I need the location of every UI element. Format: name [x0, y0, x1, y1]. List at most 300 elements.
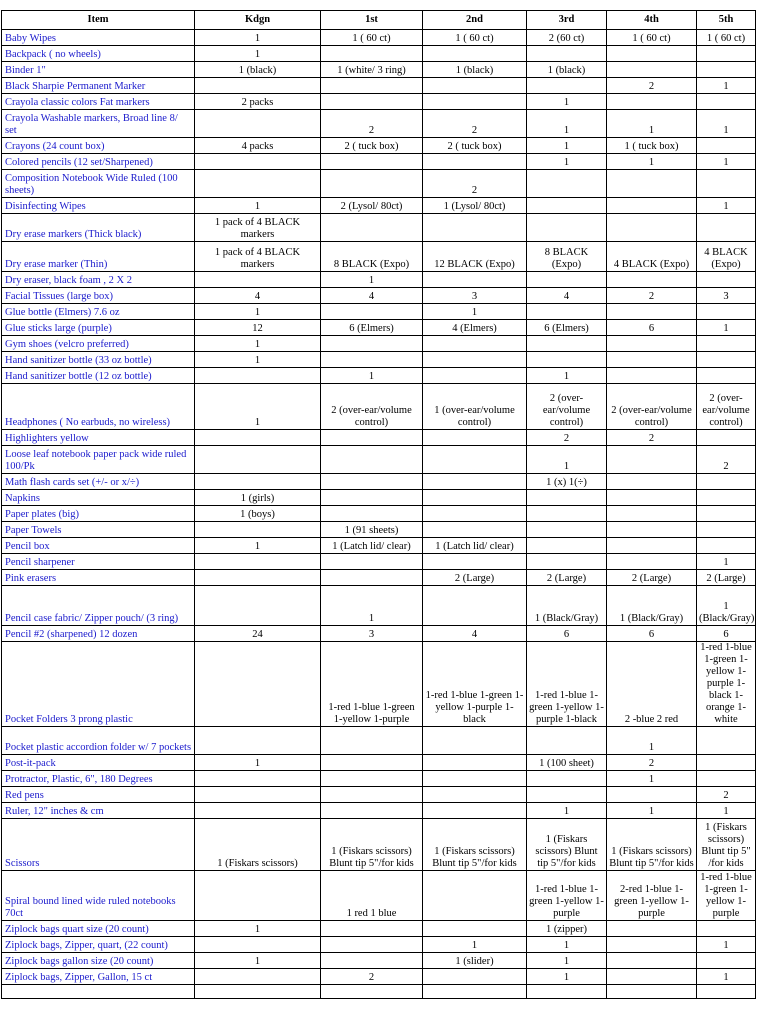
cell-grade-3: 1 [527, 110, 607, 138]
cell-item: Black Sharpie Permanent Marker [2, 78, 195, 94]
cell-grade-3: 1 [527, 138, 607, 154]
cell-grade-5 [697, 985, 756, 999]
cell-grade-3 [527, 198, 607, 214]
cell-kdgn: 1 [195, 921, 321, 937]
table-row [2, 803, 756, 819]
cell-item: Headphones ( No earbuds, no wireless) [2, 384, 195, 430]
table-row [2, 871, 756, 921]
cell-kdgn: 1 (black) [195, 62, 321, 78]
cell-grade-1 [321, 771, 423, 787]
cell-item: Colored pencils (12 set/Sharpened) [2, 154, 195, 170]
cell-item: Ruler, 12" inches & cm [2, 803, 195, 819]
table-row [2, 214, 756, 242]
cell-grade-3 [527, 46, 607, 62]
cell-grade-1 [321, 921, 423, 937]
cell-grade-1 [321, 214, 423, 242]
cell-item: Post-it-pack [2, 755, 195, 771]
cell-grade-3: 1 [527, 803, 607, 819]
cell-grade-1 [321, 490, 423, 506]
cell-kdgn: 24 [195, 626, 321, 642]
cell-grade-2 [423, 78, 527, 94]
cell-grade-2: 1 (black) [423, 62, 527, 78]
cell-grade-5: 1 [697, 110, 756, 138]
cell-kdgn [195, 430, 321, 446]
cell-item: Gym shoes (velcro preferred) [2, 336, 195, 352]
cell-grade-5 [697, 138, 756, 154]
table-row [2, 522, 756, 538]
cell-item: Hand sanitizer bottle (33 oz bottle) [2, 352, 195, 368]
cell-kdgn: 1 pack of 4 BLACK markers [195, 242, 321, 272]
header-item: Item [2, 11, 195, 30]
cell-item: Ziplock bags, Zipper, Gallon, 15 ct [2, 969, 195, 985]
cell-grade-2 [423, 871, 527, 921]
cell-grade-5 [697, 522, 756, 538]
cell-grade-5 [697, 170, 756, 198]
cell-grade-1 [321, 985, 423, 999]
cell-item: Dry erase markers (Thick black) [2, 214, 195, 242]
cell-grade-1 [321, 803, 423, 819]
cell-grade-1 [321, 953, 423, 969]
cell-grade-4 [607, 538, 697, 554]
cell-grade-3 [527, 336, 607, 352]
table-row [2, 586, 756, 626]
table-row [2, 969, 756, 985]
cell-grade-5 [697, 336, 756, 352]
cell-kdgn [195, 170, 321, 198]
cell-item: Ziplock bags gallon size (20 count) [2, 953, 195, 969]
cell-grade-4 [607, 62, 697, 78]
cell-kdgn [195, 154, 321, 170]
cell-grade-5: 6 [697, 626, 756, 642]
table-row [2, 352, 756, 368]
cell-grade-1 [321, 430, 423, 446]
cell-grade-2 [423, 522, 527, 538]
cell-kdgn [195, 570, 321, 586]
cell-grade-1 [321, 352, 423, 368]
cell-grade-5 [697, 490, 756, 506]
cell-grade-4 [607, 214, 697, 242]
cell-grade-5: 1 [697, 969, 756, 985]
header-1st: 1st [321, 11, 423, 30]
cell-grade-4 [607, 506, 697, 522]
cell-grade-4: 6 [607, 626, 697, 642]
cell-kdgn: 1 (Fiskars scissors) [195, 819, 321, 871]
cell-grade-1: 8 BLACK (Expo) [321, 242, 423, 272]
cell-grade-3 [527, 787, 607, 803]
table-row [2, 368, 756, 384]
cell-grade-4: 1 (Fiskars scissors) Blunt tip 5"/for kids [607, 819, 697, 871]
table-row [2, 921, 756, 937]
cell-item: Math flash cards set (+/- or x/÷) [2, 474, 195, 490]
cell-grade-3: 1 [527, 953, 607, 969]
cell-grade-1 [321, 755, 423, 771]
cell-grade-1 [321, 506, 423, 522]
cell-grade-1: 2 (over-ear/volume control) [321, 384, 423, 430]
cell-grade-3 [527, 214, 607, 242]
cell-grade-5 [697, 538, 756, 554]
cell-grade-1 [321, 474, 423, 490]
cell-grade-3: 1 (Fiskars scissors) Blunt tip 5"/for kids [527, 819, 607, 871]
table-row [2, 642, 756, 727]
cell-grade-2: 1 [423, 304, 527, 320]
cell-grade-4 [607, 522, 697, 538]
cell-kdgn [195, 937, 321, 953]
table-row [2, 819, 756, 871]
cell-grade-4 [607, 198, 697, 214]
cell-grade-5: 1 [697, 320, 756, 336]
cell-item: Hand sanitizer bottle (12 oz bottle) [2, 368, 195, 384]
cell-item: Spiral bound lined wide ruled notebooks 70ct [2, 871, 195, 921]
table-row [2, 304, 756, 320]
cell-grade-3 [527, 506, 607, 522]
cell-grade-1 [321, 170, 423, 198]
cell-grade-2 [423, 490, 527, 506]
cell-grade-2: 1 (over-ear/volume control) [423, 384, 527, 430]
cell-grade-5: 1 (Black/Gray) [697, 586, 756, 626]
table-row [2, 46, 756, 62]
cell-grade-5 [697, 727, 756, 755]
table-row [2, 336, 756, 352]
cell-grade-4: 1 [607, 154, 697, 170]
cell-grade-1: 2 (Lysol/ 80ct) [321, 198, 423, 214]
cell-grade-2 [423, 727, 527, 755]
cell-grade-2: 2 [423, 110, 527, 138]
header-row [2, 11, 756, 30]
cell-item: Crayola Washable markers, Broad line 8/ set [2, 110, 195, 138]
cell-kdgn: 1 [195, 336, 321, 352]
cell-grade-3: 1 (zipper) [527, 921, 607, 937]
cell-grade-4: 1 ( 60 ct) [607, 30, 697, 46]
cell-grade-2 [423, 969, 527, 985]
table-row [2, 490, 756, 506]
cell-kdgn: 12 [195, 320, 321, 336]
cell-grade-5: 1 ( 60 ct) [697, 30, 756, 46]
cell-grade-2: 1 (Lysol/ 80ct) [423, 198, 527, 214]
cell-grade-2 [423, 352, 527, 368]
cell-grade-5 [697, 771, 756, 787]
cell-grade-2: 1 [423, 937, 527, 953]
cell-kdgn: 1 [195, 304, 321, 320]
cell-grade-1 [321, 304, 423, 320]
cell-grade-3: 1 [527, 969, 607, 985]
cell-grade-1 [321, 336, 423, 352]
cell-kdgn: 1 [195, 352, 321, 368]
cell-grade-2 [423, 787, 527, 803]
cell-grade-5 [697, 352, 756, 368]
cell-grade-3: 1 [527, 154, 607, 170]
cell-grade-1: 2 ( tuck box) [321, 138, 423, 154]
cell-kdgn: 1 [195, 755, 321, 771]
cell-grade-4: 1 ( tuck box) [607, 138, 697, 154]
cell-grade-4 [607, 474, 697, 490]
cell-kdgn: 1 [195, 384, 321, 430]
cell-kdgn: 1 [195, 30, 321, 46]
cell-grade-4: 1 [607, 803, 697, 819]
cell-kdgn [195, 110, 321, 138]
cell-grade-4 [607, 921, 697, 937]
cell-grade-1 [321, 46, 423, 62]
cell-grade-3: 1 [527, 94, 607, 110]
cell-item: Red pens [2, 787, 195, 803]
table-row [2, 727, 756, 755]
cell-grade-2 [423, 921, 527, 937]
cell-grade-4 [607, 368, 697, 384]
cell-grade-1: 2 [321, 969, 423, 985]
cell-kdgn [195, 368, 321, 384]
cell-grade-4: 6 [607, 320, 697, 336]
cell-grade-5: 1-red 1-blue 1-green 1-yellow 1-purple [697, 871, 756, 921]
cell-item [2, 985, 195, 999]
cell-item: Pink erasers [2, 570, 195, 586]
table-row [2, 937, 756, 953]
cell-grade-2 [423, 771, 527, 787]
cell-grade-3 [527, 771, 607, 787]
supply-list-table [1, 10, 756, 999]
cell-grade-3 [527, 554, 607, 570]
cell-grade-1: 1-red 1-blue 1-green 1-yellow 1-purple [321, 642, 423, 727]
cell-grade-3 [527, 490, 607, 506]
cell-item: Loose leaf notebook paper pack wide ruled 100/Pk [2, 446, 195, 474]
cell-item: Composition Notebook Wide Ruled (100 sheets) [2, 170, 195, 198]
cell-item: Ziplock bags, Zipper, quart, (22 count) [2, 937, 195, 953]
cell-kdgn [195, 586, 321, 626]
cell-grade-4: 1 [607, 110, 697, 138]
cell-grade-4: 2 [607, 78, 697, 94]
cell-item: Pocket Folders 3 prong plastic [2, 642, 195, 727]
cell-item: Pencil case fabric/ Zipper pouch/ (3 ring) [2, 586, 195, 626]
cell-kdgn: 1 [195, 953, 321, 969]
cell-grade-4: 2 [607, 430, 697, 446]
cell-grade-3: 2 [527, 430, 607, 446]
cell-item: Paper plates (big) [2, 506, 195, 522]
cell-grade-2: 12 BLACK (Expo) [423, 242, 527, 272]
cell-item: Crayons (24 count box) [2, 138, 195, 154]
cell-grade-1: 1 (Fiskars scissors) Blunt tip 5"/for kids [321, 819, 423, 871]
cell-kdgn [195, 803, 321, 819]
cell-kdgn [195, 272, 321, 288]
cell-grade-3 [527, 272, 607, 288]
cell-grade-2 [423, 430, 527, 446]
cell-grade-4 [607, 304, 697, 320]
cell-grade-5 [697, 62, 756, 78]
cell-item: Napkins [2, 490, 195, 506]
cell-grade-4 [607, 787, 697, 803]
cell-grade-3: 4 [527, 288, 607, 304]
cell-grade-1: 2 [321, 110, 423, 138]
cell-grade-5: 2 [697, 787, 756, 803]
cell-grade-5: 1 (Fiskars scissors) Blunt tip 5" /for kids [697, 819, 756, 871]
cell-item: Baby Wipes [2, 30, 195, 46]
cell-grade-2: 1 (Latch lid/ clear) [423, 538, 527, 554]
cell-grade-5: 2 [697, 446, 756, 474]
table-row [2, 446, 756, 474]
cell-item: Pencil #2 (sharpened) 12 dozen [2, 626, 195, 642]
cell-grade-4 [607, 490, 697, 506]
cell-grade-5: 4 BLACK (Expo) [697, 242, 756, 272]
cell-grade-4 [607, 554, 697, 570]
cell-grade-1 [321, 154, 423, 170]
cell-grade-5 [697, 755, 756, 771]
table-row [2, 787, 756, 803]
cell-grade-5 [697, 506, 756, 522]
table-row [2, 62, 756, 78]
cell-grade-4 [607, 352, 697, 368]
cell-grade-3 [527, 78, 607, 94]
cell-grade-3: 1 (Black/Gray) [527, 586, 607, 626]
table-row [2, 384, 756, 430]
cell-grade-4: 1 [607, 727, 697, 755]
cell-grade-1: 1 red 1 blue [321, 871, 423, 921]
cell-grade-3: 1 (black) [527, 62, 607, 78]
cell-kdgn: 1 (boys) [195, 506, 321, 522]
cell-grade-1: 1 (white/ 3 ring) [321, 62, 423, 78]
cell-grade-2 [423, 214, 527, 242]
table-row [2, 288, 756, 304]
cell-grade-1: 3 [321, 626, 423, 642]
cell-kdgn [195, 446, 321, 474]
cell-grade-3: 1 [527, 446, 607, 474]
cell-grade-1 [321, 787, 423, 803]
cell-grade-5: 1 [697, 937, 756, 953]
header-4th: 4th [607, 11, 697, 30]
cell-item: Facial Tissues (large box) [2, 288, 195, 304]
cell-grade-3: 6 [527, 626, 607, 642]
cell-grade-2: 2 (Large) [423, 570, 527, 586]
cell-grade-1 [321, 727, 423, 755]
cell-grade-3 [527, 538, 607, 554]
header-5th: 5th [697, 11, 756, 30]
cell-kdgn [195, 727, 321, 755]
table-row [2, 953, 756, 969]
cell-grade-5: 2 (over-ear/volume control) [697, 384, 756, 430]
cell-grade-4: 2 (over-ear/volume control) [607, 384, 697, 430]
cell-grade-5 [697, 272, 756, 288]
cell-item: Ziplock bags quart size (20 count) [2, 921, 195, 937]
cell-kdgn [195, 554, 321, 570]
table-row [2, 570, 756, 586]
cell-grade-1 [321, 446, 423, 474]
table-row [2, 138, 756, 154]
cell-grade-5 [697, 304, 756, 320]
table-row [2, 242, 756, 272]
cell-grade-1 [321, 570, 423, 586]
cell-grade-3 [527, 985, 607, 999]
cell-grade-5: 1 [697, 198, 756, 214]
cell-grade-1: 6 (Elmers) [321, 320, 423, 336]
cell-grade-5: 3 [697, 288, 756, 304]
cell-grade-2: 1 (slider) [423, 953, 527, 969]
cell-grade-4: 4 BLACK (Expo) [607, 242, 697, 272]
cell-grade-1: 4 [321, 288, 423, 304]
header-2nd: 2nd [423, 11, 527, 30]
cell-kdgn [195, 787, 321, 803]
cell-item: Paper Towels [2, 522, 195, 538]
cell-item: Pencil sharpener [2, 554, 195, 570]
cell-kdgn: 1 (girls) [195, 490, 321, 506]
cell-grade-4 [607, 985, 697, 999]
cell-grade-4: 2 (Large) [607, 570, 697, 586]
cell-kdgn: 4 packs [195, 138, 321, 154]
table-row [2, 30, 756, 46]
cell-grade-3: 2 (over-ear/volume control) [527, 384, 607, 430]
cell-kdgn: 2 packs [195, 94, 321, 110]
cell-grade-5 [697, 46, 756, 62]
cell-grade-2: 2 [423, 170, 527, 198]
table-row [2, 94, 756, 110]
cell-item: Glue bottle (Elmers) 7.6 oz [2, 304, 195, 320]
table-body [2, 30, 756, 999]
cell-grade-1: 1 [321, 586, 423, 626]
cell-grade-2 [423, 94, 527, 110]
cell-item: Crayola classic colors Fat markers [2, 94, 195, 110]
cell-grade-5: 1 [697, 154, 756, 170]
cell-grade-4: 1 [607, 771, 697, 787]
table-row [2, 771, 756, 787]
cell-grade-4 [607, 94, 697, 110]
cell-grade-4 [607, 953, 697, 969]
cell-grade-2 [423, 368, 527, 384]
cell-grade-2 [423, 803, 527, 819]
cell-grade-2: 4 [423, 626, 527, 642]
cell-grade-4 [607, 446, 697, 474]
cell-item: Dry erase marker (Thin) [2, 242, 195, 272]
table-row [2, 78, 756, 94]
cell-kdgn: 4 [195, 288, 321, 304]
cell-item: Glue sticks large (purple) [2, 320, 195, 336]
table-row [2, 430, 756, 446]
cell-item: Binder 1" [2, 62, 195, 78]
cell-grade-1 [321, 554, 423, 570]
cell-item: Dry eraser, black foam , 2 X 2 [2, 272, 195, 288]
cell-kdgn [195, 642, 321, 727]
cell-grade-4: 2 -blue 2 red [607, 642, 697, 727]
cell-grade-5: 1 [697, 803, 756, 819]
cell-grade-5: 1 [697, 78, 756, 94]
cell-grade-5: 1 [697, 554, 756, 570]
cell-grade-2 [423, 446, 527, 474]
cell-grade-1: 1 [321, 272, 423, 288]
cell-grade-2: 3 [423, 288, 527, 304]
table-row [2, 198, 756, 214]
cell-grade-2: 2 ( tuck box) [423, 138, 527, 154]
cell-grade-1 [321, 937, 423, 953]
cell-grade-3: 1 [527, 368, 607, 384]
cell-grade-4 [607, 170, 697, 198]
cell-grade-1 [321, 94, 423, 110]
table-row [2, 170, 756, 198]
cell-grade-3: 8 BLACK (Expo) [527, 242, 607, 272]
cell-item: Highlighters yellow [2, 430, 195, 446]
cell-grade-1 [321, 78, 423, 94]
table-row [2, 985, 756, 999]
cell-grade-5: 1-red 1-blue 1-green 1-yellow 1-purple 1-black 1-orange 1-white [697, 642, 756, 727]
cell-grade-3 [527, 170, 607, 198]
table-row [2, 626, 756, 642]
cell-kdgn [195, 78, 321, 94]
cell-grade-1: 1 ( 60 ct) [321, 30, 423, 46]
cell-grade-2 [423, 755, 527, 771]
cell-item: Protractor, Plastic, 6", 180 Degrees [2, 771, 195, 787]
cell-grade-2 [423, 506, 527, 522]
table-row [2, 474, 756, 490]
cell-grade-4: 2 [607, 755, 697, 771]
cell-kdgn [195, 871, 321, 921]
cell-kdgn: 1 [195, 198, 321, 214]
table-row [2, 154, 756, 170]
cell-grade-2 [423, 46, 527, 62]
cell-grade-3 [527, 727, 607, 755]
cell-grade-4 [607, 336, 697, 352]
